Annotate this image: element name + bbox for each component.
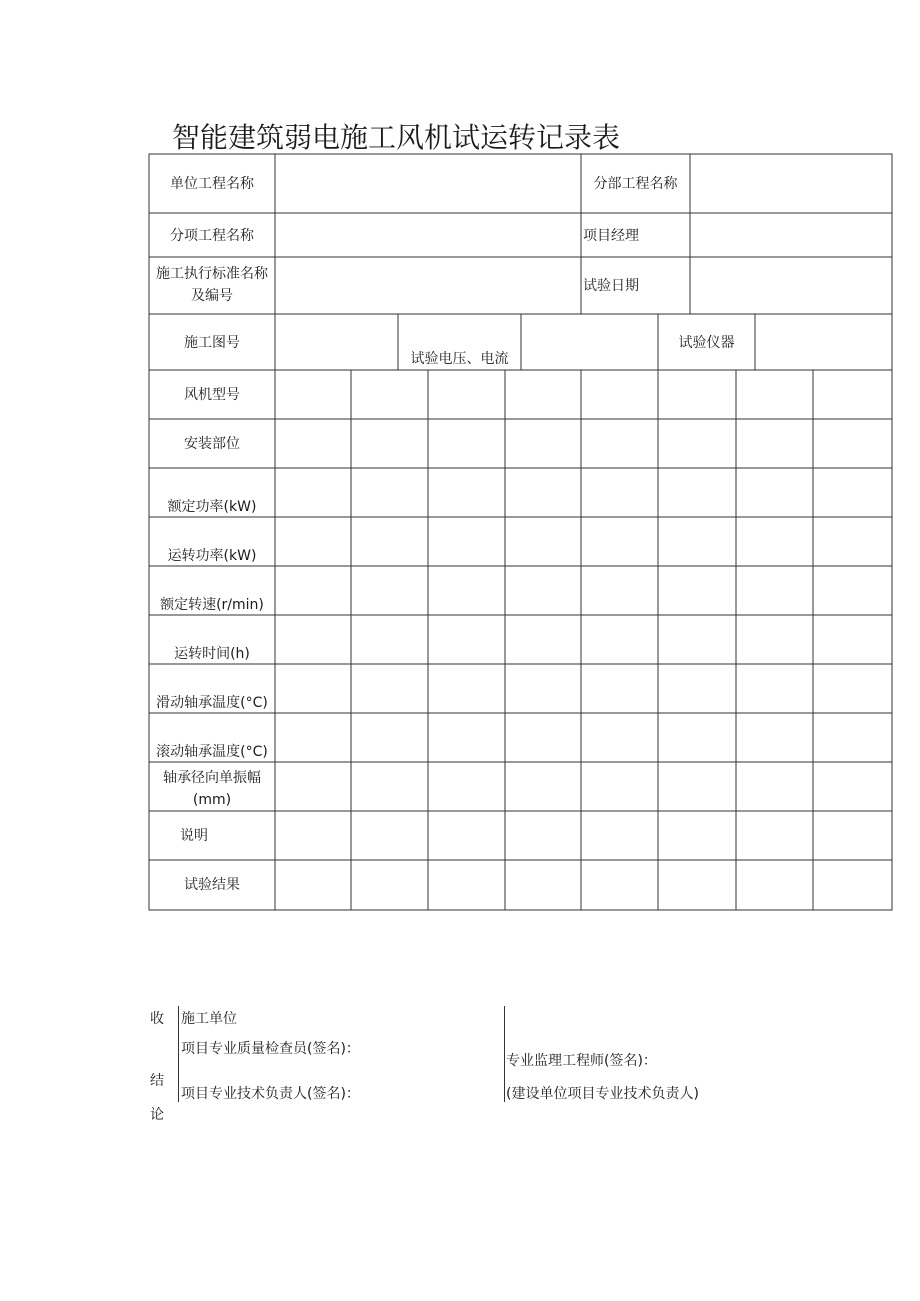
tech-leader-label: 项目专业技术负责人(签名)： — [181, 1086, 360, 1102]
test-result-label: 试验结果 — [184, 877, 240, 893]
drawing-no-label: 施工图号 — [184, 335, 240, 351]
running-time-label: 运转时间(h) — [174, 646, 250, 662]
owner-tech-leader-label: (建设单位项目专业技术负责人) — [506, 1086, 699, 1102]
bearing-vibration-line1: 轴承径向单振幅 — [163, 770, 261, 786]
test-instrument-label: 试验仪器 — [678, 335, 735, 351]
remarks-label: 说明 — [180, 828, 208, 844]
side-label-3: 论 — [150, 1107, 164, 1123]
standard-name-label — [149, 263, 275, 307]
supervisor-label: 专业监理工程师(签名)： — [506, 1053, 657, 1069]
bearing-vibration-label — [149, 767, 275, 811]
quality-inspector-label: 项目专业质量检查员(签名)： — [181, 1041, 360, 1057]
unit-project-name-label: 单位工程名称 — [170, 176, 254, 192]
install-location-label: 安装部位 — [184, 436, 240, 452]
side-label-1: 收 — [150, 1011, 164, 1027]
construction-unit-label: 施工单位 — [181, 1011, 237, 1027]
page-title: 智能建筑弱电施工风机试运转记录表 — [172, 121, 621, 154]
rolling-bearing-temp-label: 滚动轴承温度(°C) — [156, 744, 268, 760]
subitem-project-name-label: 分项工程名称 — [170, 228, 254, 244]
sliding-bearing-temp-label: 滑动轴承温度(°C) — [156, 695, 268, 711]
side-label-2: 结 — [150, 1073, 164, 1089]
rated-speed-label: 额定转速(r/min) — [160, 597, 264, 613]
test-voltage-current-label: 试验电压、电流 — [410, 351, 509, 367]
standard-name-line2: 及编号 — [191, 288, 233, 304]
footer-left-divider — [178, 1006, 179, 1102]
running-power-label: 运转功率(kW) — [167, 548, 257, 564]
fan-model-label: 风机型号 — [184, 387, 240, 403]
project-manager-label: 项目经理 — [583, 228, 639, 244]
division-project-name-label: 分部工程名称 — [593, 176, 678, 192]
bearing-vibration-line2: (mm) — [192, 792, 232, 808]
footer-middle-divider — [504, 1006, 505, 1102]
standard-name-line1: 施工执行标准名称 — [156, 266, 268, 282]
rated-power-label: 额定功率(kW) — [167, 499, 257, 515]
test-date-label: 试验日期 — [583, 278, 639, 294]
